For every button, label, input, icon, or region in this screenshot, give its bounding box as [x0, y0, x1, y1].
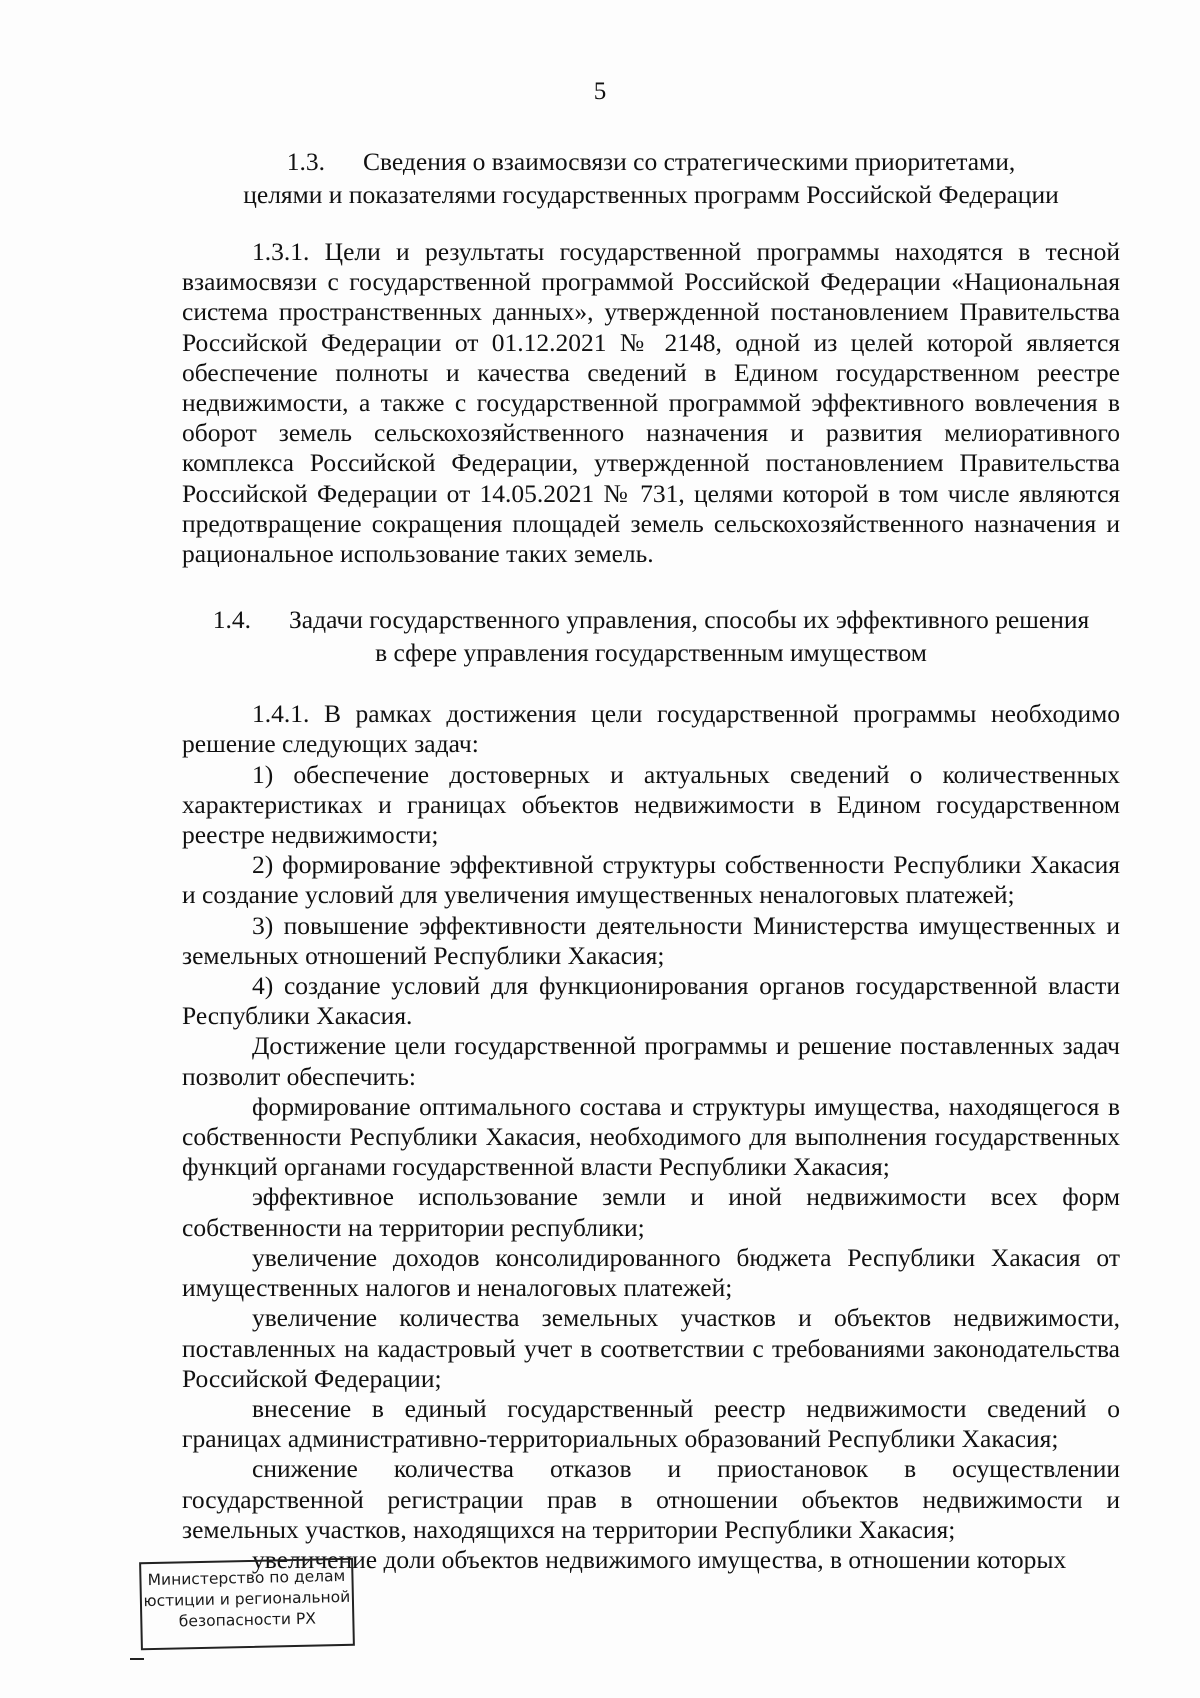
stamp-line: Министерство по делам	[147, 1566, 346, 1590]
paragraph: Достижение цели государственной программы и решение поставленных задач позволит обеспечить:	[182, 1031, 1120, 1091]
outcome-item: внесение в единый государственный реестр недвижимости сведений о границах административно-территориальных образований Республики Хакасия;	[182, 1393, 1120, 1454]
page-number: 5	[593, 78, 607, 105]
section-1-4-number: 1.4.	[212, 605, 252, 635]
section-1-3-number: 1.3.	[286, 147, 326, 176]
section-1-3-title-line1	[182, 145, 1120, 178]
section-1-3-heading	[182, 145, 1120, 211]
task-item: 1) обеспечение достоверных и актуальных сведений о количественных характеристиках и границах объектов недвижимости в Едином государственном реестре недвижимости;	[182, 759, 1120, 850]
section-1-4-title-text: Задачи государственного управления, способы их эффективного решения	[289, 605, 1090, 635]
outcome-item: снижение количества отказов и приостановок в осуществлении государственной регистрации прав в отношении объектов недвижимости и земельных участков, находящихся на территории Республики Хакасия;	[182, 1454, 1120, 1544]
paragraph: 1.4.1. В рамках достижения цели государственной программы необходимо решение следующих задач:	[182, 699, 1120, 759]
section-1-4-paragraphs	[182, 699, 1120, 1575]
document-body	[182, 145, 1120, 1575]
task-item: 4) создание условий для функционирования органов государственной власти Республики Хакасия.	[182, 971, 1120, 1031]
outcome-item: увеличение доходов консолидированного бюджета Республики Хакасия от имущественных налогов и неналоговых платежей;	[182, 1242, 1120, 1303]
task-item: 3) повышение эффективности деятельности Министерства имущественных и земельных отношений Республики Хакасия;	[182, 910, 1120, 970]
task-item: 2) формирование эффективной структуры собственности Республики Хакасия и создание условий для увеличения имущественных неналоговых платежей;	[182, 850, 1120, 910]
scan-mark	[130, 1658, 144, 1660]
outcome-item: увеличение количества земельных участков и объектов недвижимости, поставленных на кадастровый учет в соответствии с требованиями законодательства Российской Федерации;	[182, 1303, 1120, 1393]
section-1-3-title-text: Сведения о взаимосвязи со стратегическими приоритетами,	[363, 147, 1016, 176]
section-1-4-title-line2: в сфере управления государственным имуществом	[375, 638, 927, 668]
section-1-3-paragraph: 1.3.1. Цели и результаты государственной программы находятся в тесной взаимосвязи с государственной программой Российской Федерации «Национальная система пространственных данных», утвержденной постановлением Правительства Российской Федерации от 01.12.2021 № 2148, одной из целей которой является обеспечение полноты и качества сведений в Едином государственном реестре недвижимости, а также с государственной программой эффективного вовлечения в оборот земель сельскохозяйственного назначения и развития мелиоративного комплекса Российской Федерации, утвержденной постановлением Правительства Российской Федерации от 14.05.2021 № 731, целями которой в том числе являются предотвращение сокращения площадей земель сельскохозяйственного назначения и рациональное использование таких земель.	[182, 237, 1120, 569]
stamp-line: юстиции и региональной	[143, 1587, 351, 1611]
outcome-item: формирование оптимального состава и структуры имущества, находящегося в собственности Республики Хакасия, необходимого для выполнения государственных функций органами государственной власти Республики Хакасия;	[182, 1091, 1120, 1182]
outcome-item: эффективное использование земли и иной недвижимости всех форм собственности на территории республики;	[182, 1182, 1120, 1242]
stamp-line: безопасности РХ	[178, 1609, 317, 1631]
ministry-stamp	[139, 1558, 355, 1650]
section-1-4-title-line1	[182, 603, 1120, 636]
outcome-item: увеличение доли объектов недвижимого имущества, в отношении которых	[252, 1544, 1067, 1574]
section-1-3-title-line2: целями и показателями государственных программ Российской Федерации	[243, 180, 1059, 209]
section-1-4-heading	[182, 603, 1120, 669]
